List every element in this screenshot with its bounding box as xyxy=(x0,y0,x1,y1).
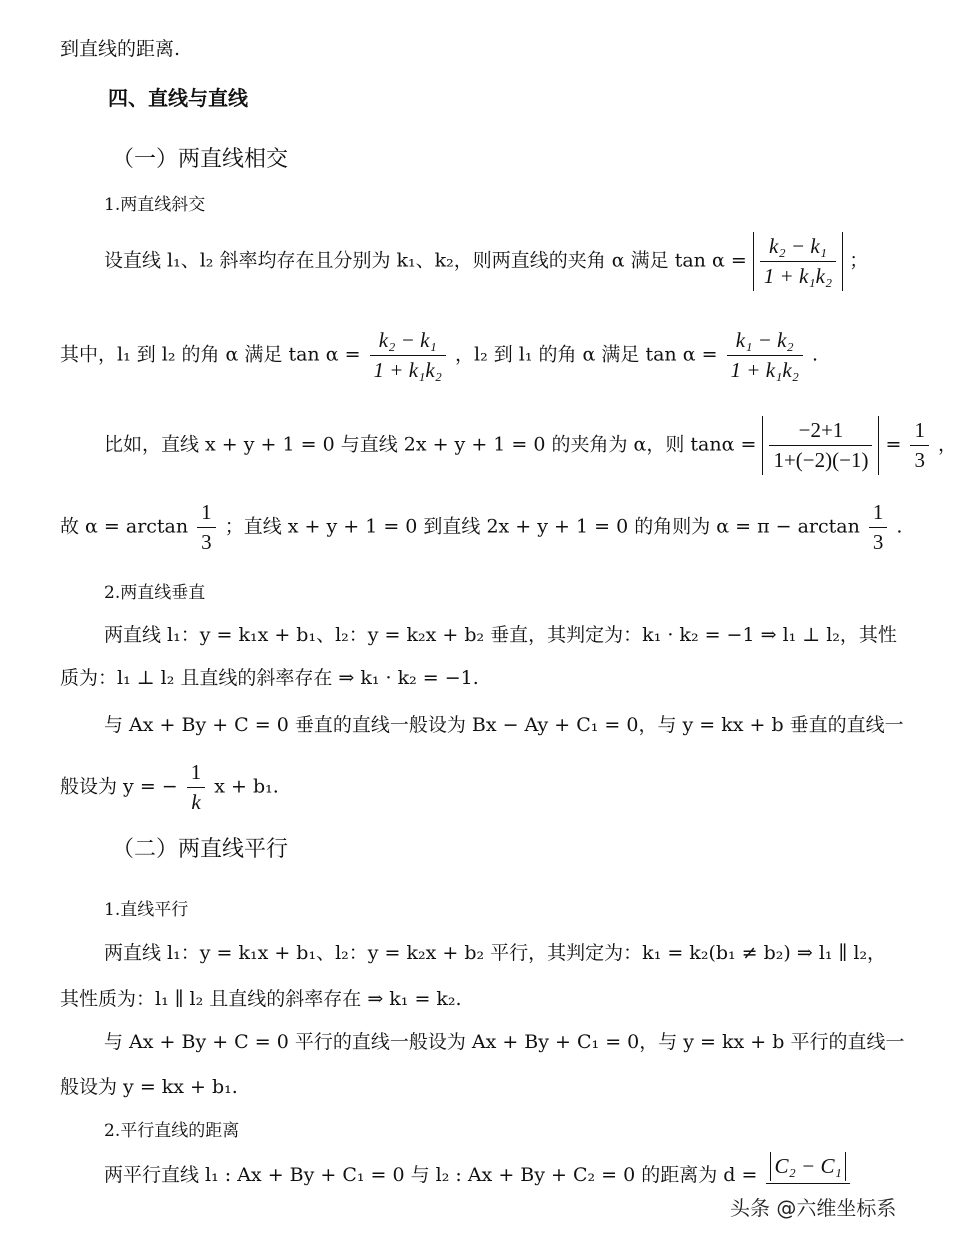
text-segment: 其中，l₁ 到 l₂ 的角 α 满足 tan α = xyxy=(60,343,361,366)
watermark: 头条 @六维坐标系 xyxy=(724,1190,902,1223)
section-heading: 四、直线与直线 xyxy=(108,86,248,110)
text-line: 与 Ax + By + C = 0 垂直的直线一般设为 Bx − Ay + C₁ = 0，与 y = kx + b 垂直的直线一 xyxy=(104,714,904,736)
text-line: 质为：l₁ ⊥ l₂ 且直线的斜率存在 ⇒ k₁ · k₂ = −1. xyxy=(60,667,479,689)
formula-line xyxy=(104,1154,853,1187)
text-line: 般设为 y = kx + b₁. xyxy=(60,1076,238,1098)
fraction xyxy=(910,418,929,473)
absolute-value xyxy=(753,232,843,291)
formula-line xyxy=(104,232,868,291)
fraction xyxy=(869,500,888,555)
absolute-value: C₂ − C₁ xyxy=(770,1152,845,1181)
fraction xyxy=(769,418,872,473)
absolute-value xyxy=(762,416,879,475)
denominator: 1 + k₁k₂ xyxy=(373,358,442,382)
subsection-heading: （二）两直线平行 xyxy=(112,837,289,862)
text-segment: 比如，直线 x + y + 1 = 0 与直线 2x + y + 1 = 0 的夹角为 α，则 tanα = xyxy=(104,433,757,456)
text-segment: 设直线 l₁、l₂ 斜率均存在且分别为 k₁、k₂，则两直线的夹角 α 满足 tan α = xyxy=(104,249,747,272)
fraction xyxy=(727,328,803,383)
subsection-heading: （一）两直线相交 xyxy=(112,147,289,172)
fraction xyxy=(766,1152,849,1184)
topic-heading: 1.两直线斜交 xyxy=(104,195,206,215)
numerator: k₂ − k₁ xyxy=(370,328,446,356)
denominator: 1 + k₁k₂ xyxy=(763,264,833,288)
text-segment: . xyxy=(812,343,819,366)
denominator: k xyxy=(191,790,201,814)
numerator: 1 xyxy=(187,760,206,788)
fraction xyxy=(760,234,836,289)
text-segment: 般设为 y = − xyxy=(60,775,178,798)
topic-heading: 2.两直线垂直 xyxy=(104,583,206,603)
text-segment: = xyxy=(885,433,902,456)
numerator xyxy=(766,1152,849,1184)
text-segment: ； xyxy=(849,249,869,272)
denominator: 3 xyxy=(201,530,212,554)
text-segment: x + b₁. xyxy=(214,775,279,798)
denominator: 3 xyxy=(872,530,884,554)
numerator: −2+1 xyxy=(769,418,872,446)
numerator: 1 xyxy=(197,500,216,528)
fraction xyxy=(370,328,446,383)
formula-line xyxy=(60,328,818,383)
text-line: 其性质为：l₁ ∥ l₂ 且直线的斜率存在 ⇒ k₁ = k₂. xyxy=(60,988,462,1010)
denominator: 1 + k₁k₂ xyxy=(730,358,799,382)
topic-heading: 1.直线平行 xyxy=(104,900,189,920)
text-line: 与 Ax + By + C = 0 平行的直线一般设为 Ax + By + C₁ = 0，与 y = kx + b 平行的直线一 xyxy=(104,1031,905,1053)
text-segment: 两平行直线 l₁ : Ax + By + C₁ = 0 与 l₂ : Ax + By + C₂ = 0 的距离为 d = xyxy=(104,1164,758,1186)
numerator: 1 xyxy=(910,418,929,446)
text-line: 两直线 l₁：y = k₁x + b₁、l₂：y = k₂x + b₂ 垂直，其判定为：k₁ · k₂ = −1 ⇒ l₁ ⊥ l₂，其性 xyxy=(104,624,897,646)
formula-line xyxy=(60,500,902,555)
text-segment: . xyxy=(896,515,903,538)
text-segment: 故 α = arctan xyxy=(60,515,189,538)
text-line: 两直线 l₁：y = k₁x + b₁、l₂：y = k₂x + b₂ 平行，其判定为：k₁ = k₂(b₁ ≠ b₂) ⇒ l₁ ∥ l₂， xyxy=(104,942,887,964)
text-segment: ，l₂ 到 l₁ 的角 α 满足 tan α = xyxy=(455,343,718,366)
text-line: 到直线的距离. xyxy=(60,38,181,60)
text-segment: ， xyxy=(938,433,957,456)
fraction xyxy=(187,760,206,815)
text-segment: ；直线 x + y + 1 = 0 到直线 2x + y + 1 = 0 的角则为 α = π − arctan xyxy=(224,515,860,538)
fraction xyxy=(197,500,216,555)
formula-line xyxy=(104,416,957,475)
denominator: 3 xyxy=(914,448,925,472)
numerator: 1 xyxy=(869,500,888,528)
topic-heading: 2.平行直线的距离 xyxy=(104,1121,240,1141)
formula-line xyxy=(60,760,279,815)
numerator: k₁ − k₂ xyxy=(727,328,803,356)
denominator: 1+(−2)(−1) xyxy=(773,448,869,472)
numerator: k₂ − k₁ xyxy=(760,234,836,262)
